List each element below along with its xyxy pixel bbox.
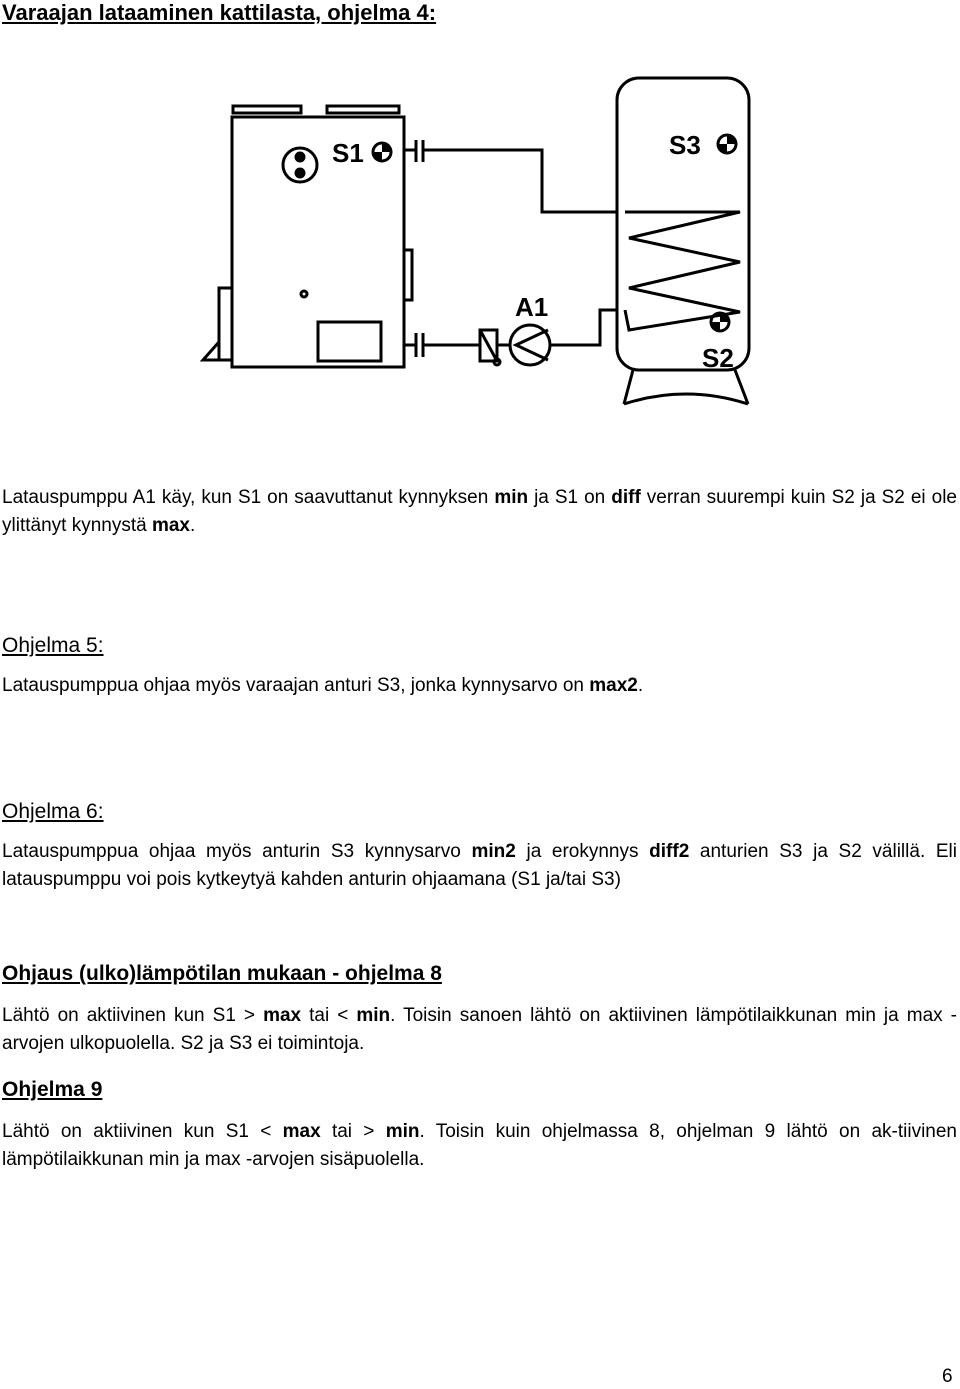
tank-stand [624,370,748,404]
program-5-description: Latauspumppua ohjaa myös varaajan anturi S3, jonka kynnysarvo on max2. [2,675,644,696]
program-4-description: Latauspumppu A1 käy, kun S1 on saavuttanut kynnyksen min ja S1 on diff verran suurempi kuin S2 ja S2 ei ole ylittänyt kynnystä max. [2,487,958,536]
boiler-sight-glass [404,250,412,300]
heading-program-6: Ohjelma 6: [2,800,104,823]
heading-program-4: Varaajan lataaminen kattilasta, ohjelma 4: [2,0,437,25]
heading-program-9: Ohjelma 9 [2,1078,103,1101]
boiler-front-foot [203,342,219,360]
boiler-gauge-bottom [296,169,304,177]
boiler-front-door [219,288,232,360]
label-s1: S1 [332,138,364,168]
label-a1: A1 [515,292,549,322]
boiler-gauge-top [296,153,304,161]
boiler-flange-left [233,106,301,113]
program-8-description: Lähtö on aktiivinen kun S1 > max tai < min. Toisin sanoen lähtö on aktiivinen lämpötilaikkunan min ja max -arvojen ulkopuolella. S2 ja S3 ei toimintoja. [2,1005,957,1054]
boiler-tank-diagram [195,74,765,409]
label-s3: S3 [669,130,701,160]
program-6-description: Latauspumppua ohjaa myös anturin S3 kynnysarvo min2 ja erokynnys diff2 anturien S3 ja S2 välillä. Eli latauspumppu voi pois kytkeytyä kahden anturin ohjaamana (S1 ja/tai S3) [2,841,957,890]
program-9-description: Lähtö on aktiivinen kun S1 < max tai > min. Toisin kuin ohjelmassa 8, ohjelman 9 lähtö on ak-tiivinen lämpötilaikkunan min ja max -arvojen sisäpuolella. [2,1121,957,1170]
page-number: 6 [942,1366,953,1387]
heading-program-8: Ohjaus (ulko)lämpötilan mukaan - ohjelma 8 [2,962,442,985]
upper-supply-pipe [423,150,625,212]
heading-program-5: Ohjelma 5: [2,634,104,657]
lower-return-pipe [551,310,625,345]
boiler-flange-right [327,106,399,113]
label-s2: S2 [702,343,734,373]
